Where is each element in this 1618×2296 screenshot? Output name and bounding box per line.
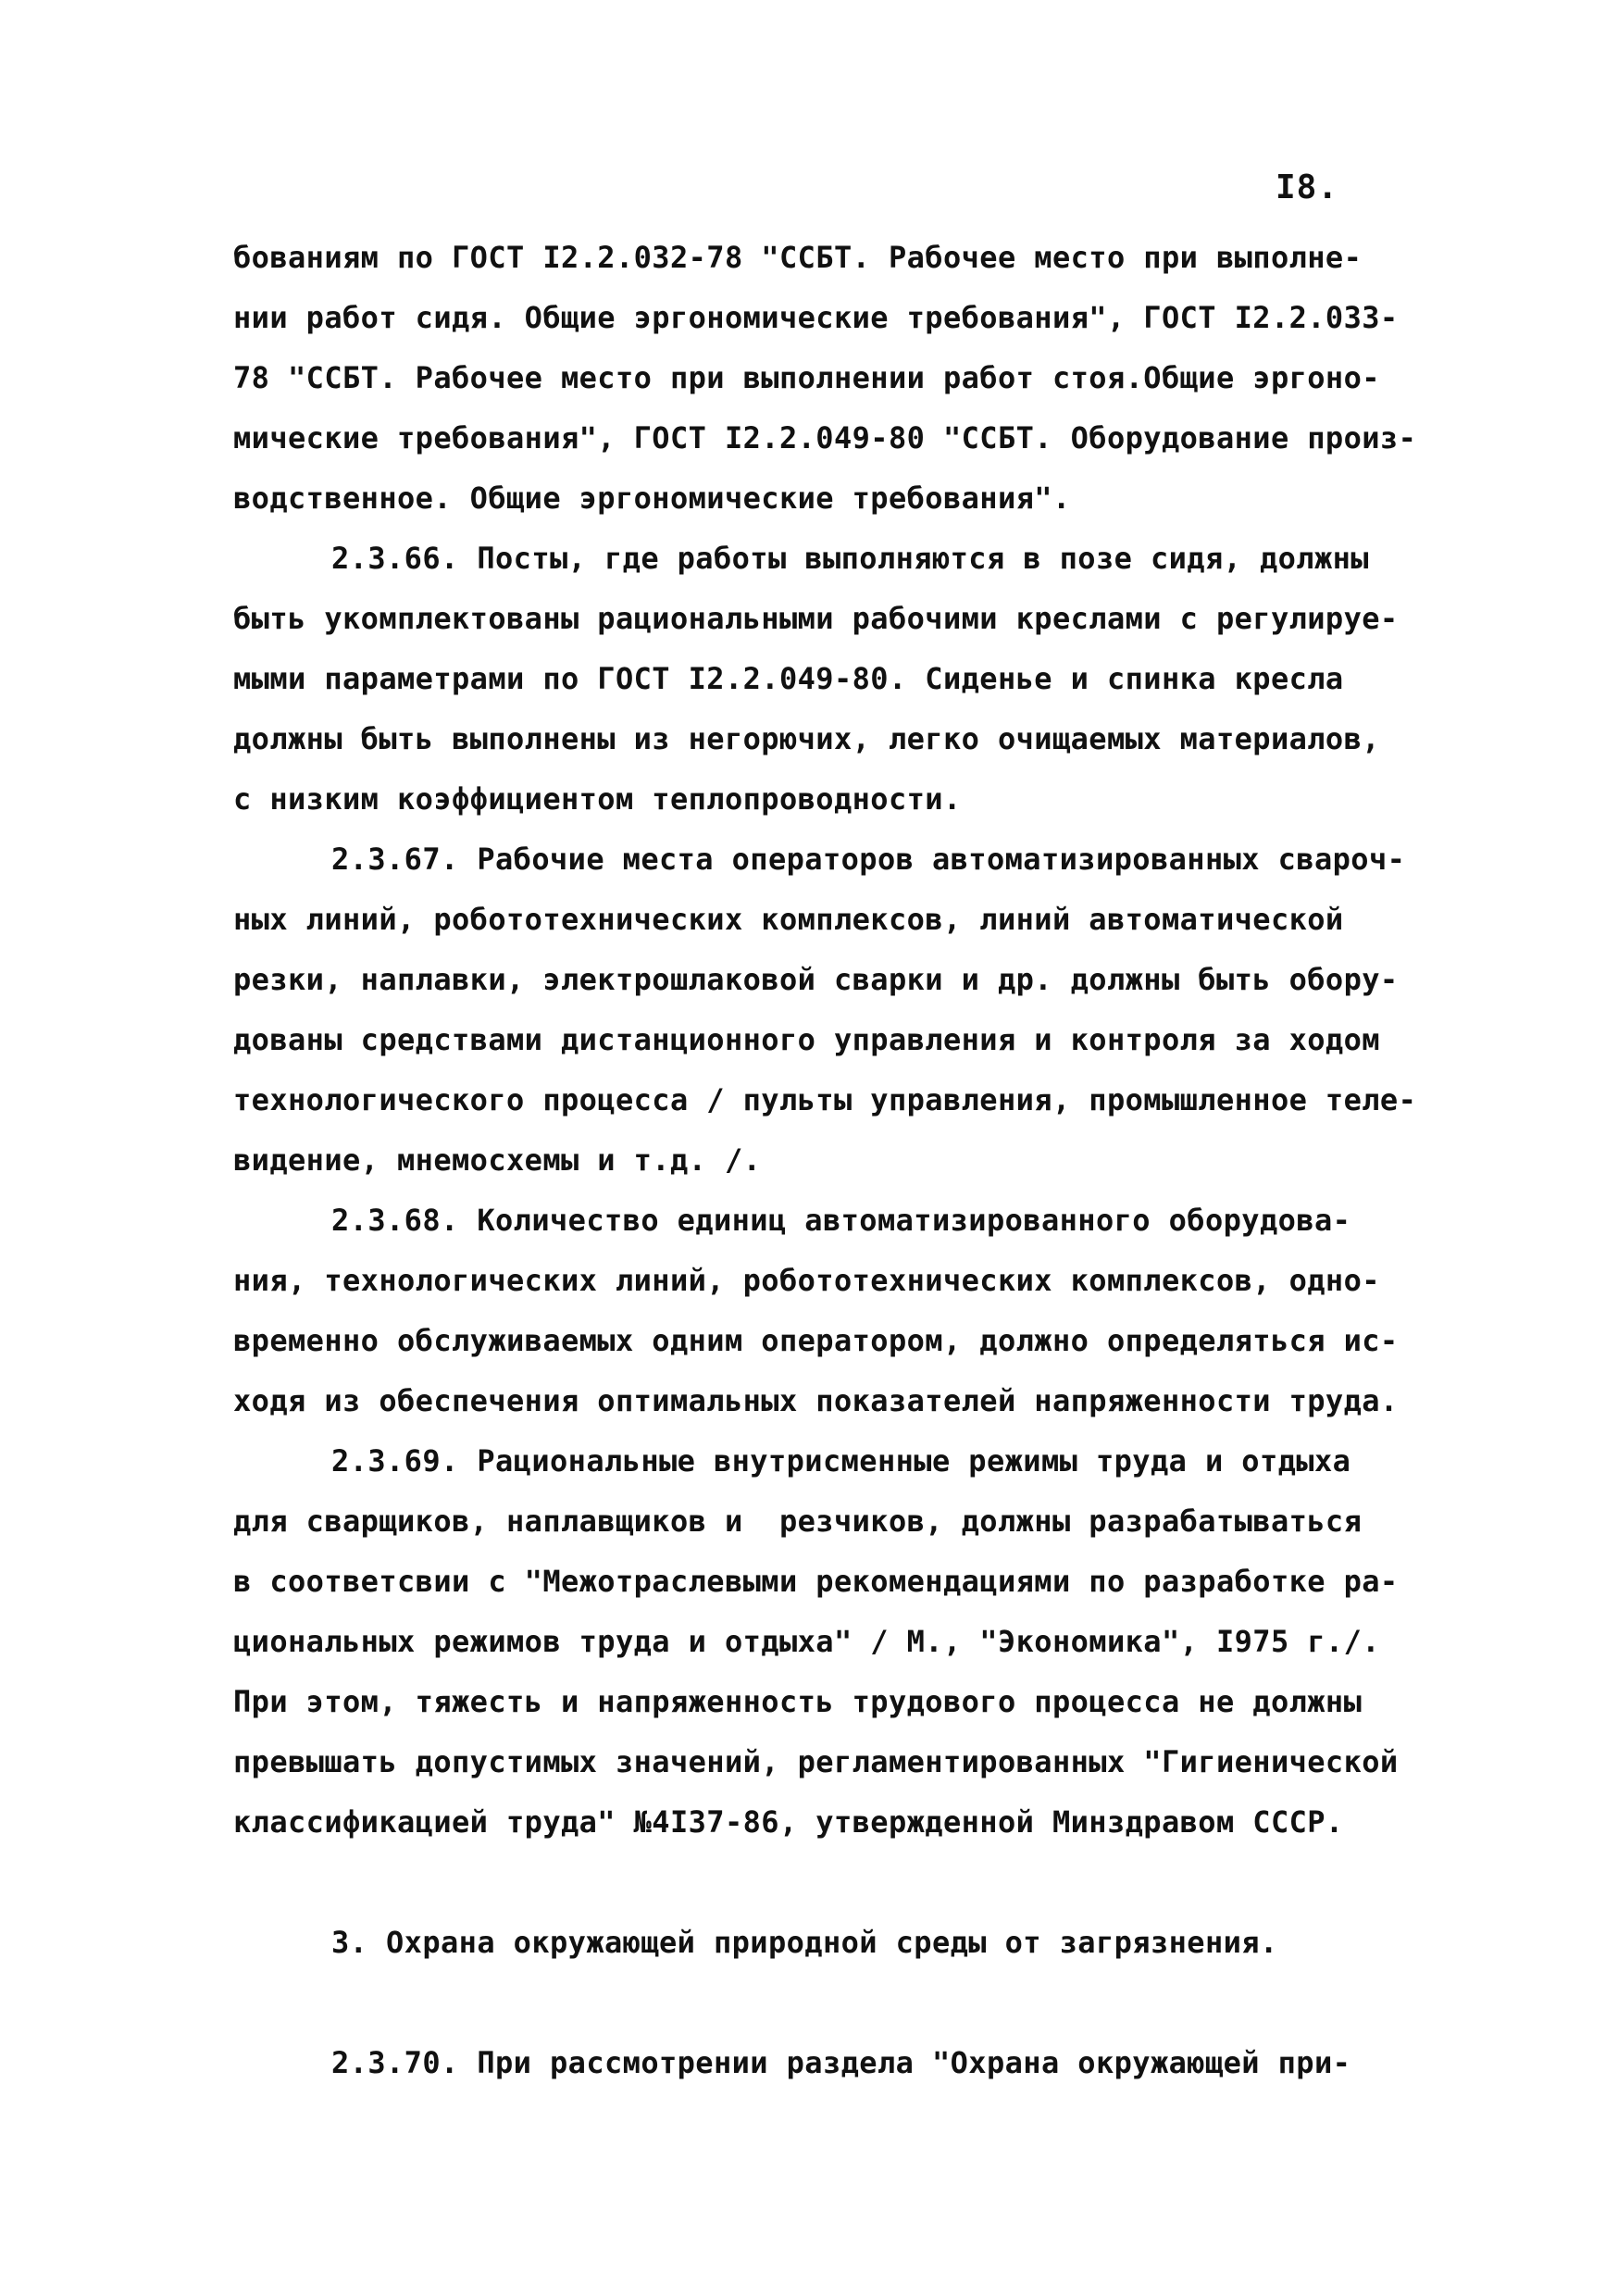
- paragraph-2-3-66-line-3: мыми параметрами по ГОСТ I2.2.049-80. Сиденье и спинка кресла: [233, 661, 1344, 696]
- paragraph-2-3-66-line-2: быть укомплектованы рациональными рабочими креслами с регулируе-: [233, 601, 1399, 636]
- continuation-line-4: мические требования", ГОСТ I2.2.049-80 "ССБТ. Оборудование произ-: [233, 420, 1417, 455]
- paragraph-2-3-69-line-3: в соответсвии с "Межотраслевыми рекомендациями по разработке ра-: [233, 1564, 1399, 1599]
- paragraph-2-3-67-line-6: видение, мнемосхемы и т.д. /.: [233, 1142, 762, 1178]
- paragraph-2-3-69-line-4: циональных режимов труда и отдыха" / М., "Экономика", I975 г./.: [233, 1624, 1380, 1659]
- paragraph-2-3-67-line-1: 2.3.67. Рабочие места операторов автоматизированных свароч-: [331, 842, 1406, 877]
- paragraph-2-3-66-line-5: с низким коэффициентом теплопроводности.: [233, 781, 962, 817]
- paragraph-2-3-67-line-4: дованы средствами дистанционного управления и контроля за ходом: [233, 1022, 1380, 1057]
- paragraph-2-3-68-line-2: ния, технологических линий, робототехнических комплексов, одно-: [233, 1263, 1380, 1298]
- paragraph-2-3-67-line-2: ных линий, робототехнических комплексов, линий автоматической: [233, 902, 1344, 937]
- paragraph-2-3-68-line-1: 2.3.68. Количество единиц автоматизированного оборудова-: [331, 1203, 1351, 1238]
- paragraph-2-3-70-line-1: 2.3.70. При рассмотрении раздела "Охрана окружающей при-: [331, 2045, 1351, 2080]
- page-number: I8.: [1276, 168, 1339, 206]
- paragraph-2-3-67-line-3: резки, наплавки, электрошлаковой сварки и др. должны быть обору-: [233, 962, 1399, 997]
- continuation-line-3: 78 "ССБТ. Рабочее место при выполнении работ стоя.Общие эргоно-: [233, 360, 1380, 395]
- continuation-line-2: нии работ сидя. Общие эргономические требования", ГОСТ I2.2.033-: [233, 300, 1399, 335]
- continuation-line-5: водственное. Общие эргономические требования".: [233, 480, 1071, 516]
- paragraph-2-3-69-line-1: 2.3.69. Рациональные внутрисменные режимы труда и отдыха: [331, 1443, 1351, 1479]
- paragraph-2-3-69-line-2: для сварщиков, наплавщиков и резчиков, должны разрабатываться: [233, 1504, 1363, 1539]
- paragraph-2-3-66-line-4: должны быть выполнены из негорючих, легко очищаемых материалов,: [233, 721, 1380, 756]
- paragraph-2-3-69-line-6: превышать допустимых значений, регламентированных "Гигиенической: [233, 1744, 1399, 1779]
- continuation-line-1: бованиям по ГОСТ I2.2.032-78 "ССБТ. Рабочее место при выполне-: [233, 240, 1363, 275]
- paragraph-2-3-69-line-7: классификацией труда" №4I37-86, утвержденной Минздравом СССР.: [233, 1804, 1344, 1840]
- paragraph-2-3-68-line-3: временно обслуживаемых одним оператором, должно определяться ис-: [233, 1323, 1399, 1358]
- section-3-heading: 3. Охрана окружающей природной среды от загрязнения.: [331, 1925, 1278, 1960]
- paragraph-2-3-69-line-5: При этом, тяжесть и напряженность трудового процесса не должны: [233, 1684, 1363, 1719]
- paragraph-2-3-68-line-4: ходя из обеспечения оптимальных показателей напряженности труда.: [233, 1383, 1399, 1418]
- paragraph-2-3-67-line-5: технологического процесса / пульты управления, промышленное теле-: [233, 1082, 1417, 1117]
- paragraph-2-3-66-line-1: 2.3.66. Посты, где работы выполняются в позе сидя, должны: [331, 541, 1369, 576]
